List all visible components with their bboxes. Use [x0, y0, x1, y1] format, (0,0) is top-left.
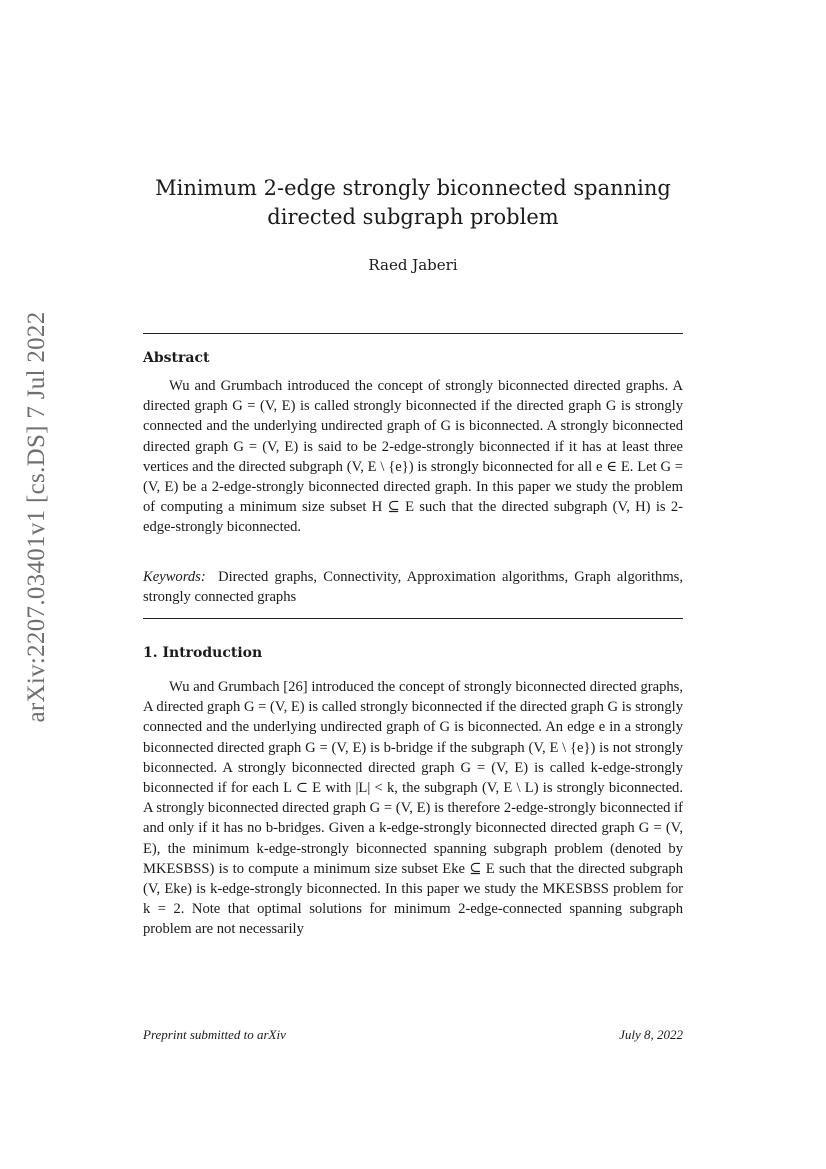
- abstract-paragraph: Wu and Grumbach introduced the concept of strongly biconnected directed graphs. A directed graph G = (V, E) is called strongly biconnected if the directed graph G is strongly connected and the underlying undirected graph of G is biconnected. A strongly biconnected directed graph G = (V, E) is said to be 2-edge-strongly biconnected if it has at least three vertices and the directed subgraph (V, E \ {e}) is strongly biconnected for all e ∈ E. Let G = (V, E) be a 2-edge-strongly biconnected directed graph. In this paper we study the problem of computing a minimum size subset H ⊆ E such that the directed subgraph (V, H) is 2-edge-strongly biconnected.: [143, 378, 683, 536]
- abstract-heading: Abstract: [143, 350, 210, 366]
- footer-preprint: Preprint submitted to arXiv: [143, 1027, 286, 1042]
- arxiv-identifier: arXiv:2207.03401v1 [cs.DS] 7 Jul 2022: [23, 311, 50, 723]
- abstract-bottom-rule: [143, 618, 683, 619]
- introduction-paragraph: Wu and Grumbach [26] introduced the concept of strongly biconnected directed graphs, A directed graph G = (V, E) is called strongly biconnected if the directed graph G is strongly connected and the underlying undirected graph of G is biconnected. An edge e in a strongly biconnected directed graph G = (V, E) is b-bridge if the subgraph (V, E \ {e}) is not strongly biconnected. A strongly biconnected directed graph G = (V, E) is called k-edge-strongly biconnected if for each L ⊂ E with |L| < k, the subgraph (V, E \ L) is strongly biconnected. A strongly biconnected directed graph G = (V, E) is therefore 2-edge-strongly biconnected if and only if it has no b-bridges. Given a k-edge-strongly biconnected directed graph G = (V, E), the minimum k-edge-strongly biconnected spanning subgraph problem (denoted by MKESBSS) is to compute a minimum size subset Eke ⊆ E such that the directed subgraph (V, Eke) is k-edge-strongly biconnected. In this paper we study the MKESBSS problem for k = 2. Note that optimal solutions for minimum 2-edge-connected spanning subgraph problem are not necessarily: [143, 679, 683, 938]
- keywords-label: Keywords:: [143, 569, 206, 585]
- author-name: Raed Jaberi: [368, 256, 458, 274]
- introduction-text: [143, 677, 683, 940]
- keywords-text: Directed graphs, Connectivity, Approximation algorithms, Graph algorithms, strongly connected graphs: [143, 569, 683, 606]
- introduction-heading: 1. Introduction: [143, 645, 263, 661]
- abstract-text: [143, 376, 683, 538]
- paper-title: Minimum 2-edge strongly biconnected spanning directed subgraph problem: [155, 176, 671, 229]
- abstract-top-rule: [143, 333, 683, 334]
- keywords: [143, 567, 683, 607]
- footer-date: July 8, 2022: [619, 1027, 683, 1042]
